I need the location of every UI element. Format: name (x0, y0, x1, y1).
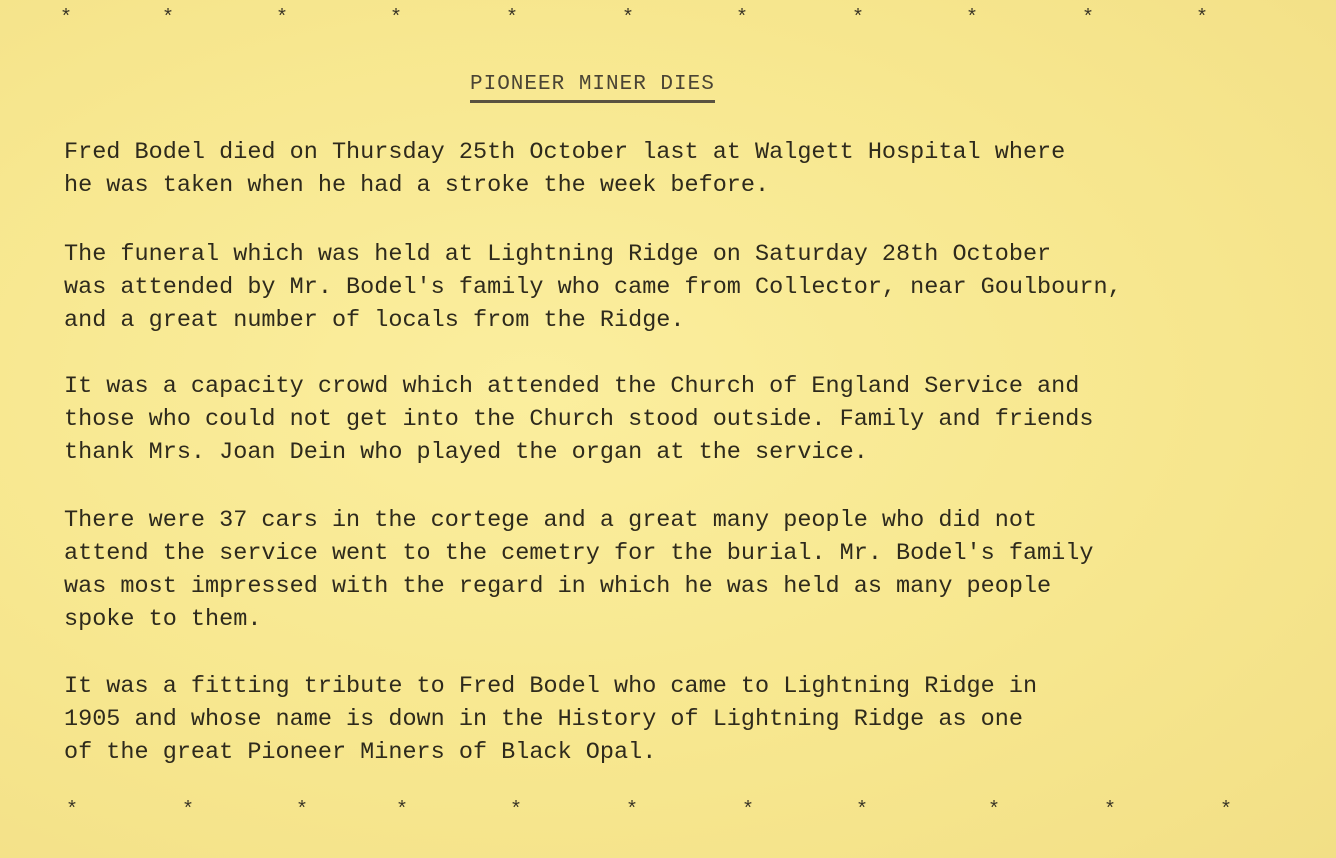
star-ornament: * (988, 799, 1001, 822)
text-line: It was a capacity crowd which attended the Church of England Service and (64, 373, 1080, 400)
star-ornament: * (60, 7, 73, 30)
star-ornament: * (852, 7, 865, 30)
page-title: PIONEER MINER DIES (470, 70, 715, 103)
star-ornament: * (622, 7, 635, 30)
text-line: of the great Pioneer Miners of Black Opal. (64, 739, 657, 766)
text-line: thank Mrs. Joan Dein who played the organ at the service. (64, 439, 868, 466)
star-ornament: * (296, 799, 309, 822)
text-line: and a great number of locals from the Ridge. (64, 307, 685, 334)
text-line: The funeral which was held at Lightning Ridge on Saturday 28th October (64, 241, 1052, 268)
text-line: was attended by Mr. Bodel's family who came from Collector, near Goulbourn, (64, 274, 1122, 301)
star-ornament: * (162, 7, 175, 30)
text-line: It was a fitting tribute to Fred Bodel who came to Lightning Ridge in (64, 673, 1038, 700)
star-ornament: * (276, 7, 289, 30)
text-line: There were 37 cars in the cortege and a great many people who did not (64, 507, 1038, 534)
paragraph-death-notice (64, 136, 1314, 202)
star-ornament: * (396, 799, 409, 822)
star-ornament: * (626, 799, 639, 822)
star-ornament: * (1220, 799, 1233, 822)
text-line: Fred Bodel died on Thursday 25th October last at Walgett Hospital where (64, 139, 1066, 166)
star-ornament: * (390, 7, 403, 30)
star-ornament: * (506, 7, 519, 30)
text-line: spoke to them. (64, 606, 262, 633)
star-ornament: * (856, 799, 869, 822)
star-ornament: * (1082, 7, 1095, 30)
text-line: 1905 and whose name is down in the History of Lightning Ridge as one (64, 706, 1023, 733)
paragraph-tribute (64, 670, 1314, 769)
paragraph-cortege (64, 504, 1314, 636)
text-line: attend the service went to the cemetry for the burial. Mr. Bodel's family (64, 540, 1094, 567)
text-line: he was taken when he had a stroke the week before. (64, 172, 770, 199)
star-ornament: * (510, 799, 523, 822)
text-line: was most impressed with the regard in which he was held as many people (64, 573, 1052, 600)
text-line: those who could not get into the Church stood outside. Family and friends (64, 406, 1094, 433)
star-ornament: * (742, 799, 755, 822)
bottom-star-border (0, 796, 1336, 826)
star-ornament: * (1196, 7, 1209, 30)
top-star-border (0, 4, 1336, 34)
star-ornament: * (966, 7, 979, 30)
star-ornament: * (66, 799, 79, 822)
star-ornament: * (182, 799, 195, 822)
star-ornament: * (1104, 799, 1117, 822)
paragraph-service (64, 370, 1314, 469)
star-ornament: * (736, 7, 749, 30)
paragraph-funeral (64, 238, 1314, 337)
